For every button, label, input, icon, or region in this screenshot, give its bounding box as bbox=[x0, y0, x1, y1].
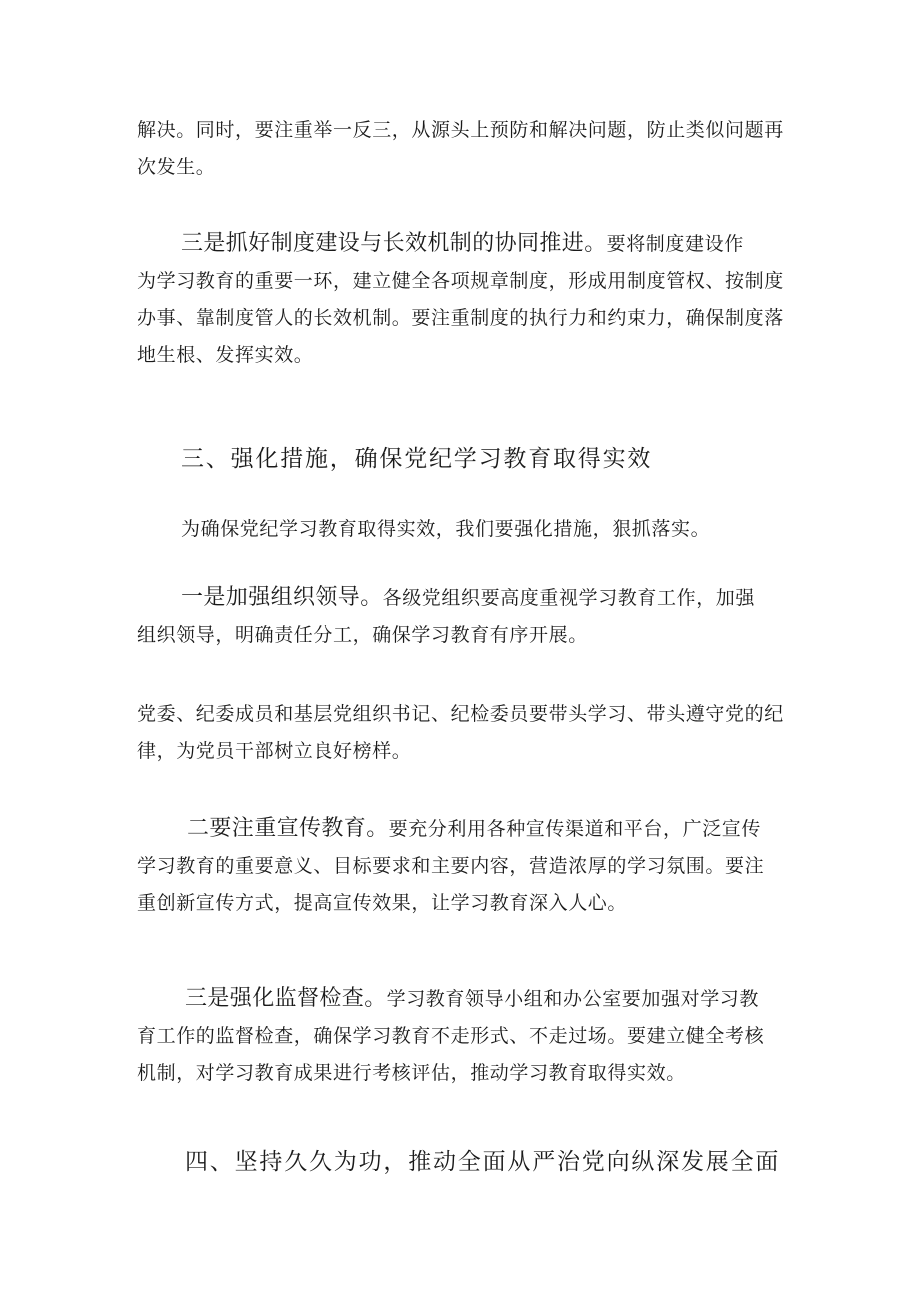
text-line: 重创新宣传方式，提高宣传效果，让学习教育深入人心。 bbox=[137, 892, 628, 914]
text-span: 各级党组织要高度重视学习教育工作，加强 bbox=[382, 587, 756, 609]
section-heading-3: 三、强化措施，确保党纪学习教育取得实效 bbox=[181, 446, 653, 472]
paragraph-lead: 一是加强组织领导。 bbox=[181, 585, 383, 610]
text-line bbox=[137, 579, 797, 617]
text-span: 学习教育领导小组和办公室要加强对学习教 bbox=[386, 988, 760, 1010]
text-line: 地生根、发挥实效。 bbox=[137, 344, 314, 366]
text-line: 解决。同时，要注重举一反三，从源头上预防和解决问题，防止类似问题再 bbox=[137, 119, 784, 141]
paragraph-continuation bbox=[137, 112, 797, 186]
text-span: 要将制度建设作 bbox=[606, 233, 744, 255]
text-line: 办事、靠制度管人的长效机制。要注重制度的执行力和约束力，确保制度落 bbox=[137, 307, 784, 329]
text-line bbox=[137, 810, 797, 848]
paragraph-intro: 为确保党纪学习教育取得实效，我们要强化措施，狠抓落实。 bbox=[181, 518, 711, 540]
paragraph-lead: 三是抓好制度建设与长效机制的协同推进。 bbox=[181, 231, 607, 256]
text-line bbox=[137, 225, 797, 263]
paragraph-institution-building bbox=[137, 225, 797, 374]
paragraph-publicity-education bbox=[137, 810, 797, 922]
section-heading-4: 四、坚持久久为功，推动全面从严治党向纵深发展全面 bbox=[185, 1149, 781, 1175]
paragraph-lead: 三是强化监督检查。 bbox=[185, 986, 387, 1011]
text-line: 为学习教育的重要一环，建立健全各项规章制度，形成用制度管权、按制度 bbox=[137, 270, 784, 292]
text-line: 律，为党员干部树立良好榜样。 bbox=[137, 740, 412, 762]
text-span: 要充分利用各种宣传渠道和平台，广泛宣传 bbox=[388, 818, 762, 840]
text-line: 党委、纪委成员和基层党组织书记、纪检委员要带头学习、带头遵守党的纪 bbox=[137, 703, 784, 725]
text-line: 学习教育的重要意义、目标要求和主要内容，营造浓厚的学习氛围。要注 bbox=[137, 855, 765, 877]
text-line: 育工作的监督检查，确保学习教育不走形式、不走过场。要建立健全考核 bbox=[137, 1025, 765, 1047]
paragraph-leading-example bbox=[137, 696, 797, 770]
paragraph-lead: 二要注重宣传教育。 bbox=[187, 816, 389, 841]
text-line: 组织领导，明确责任分工，确保学习教育有序开展。 bbox=[137, 624, 588, 646]
paragraph-supervision-inspection bbox=[137, 980, 797, 1092]
text-line: 次发生。 bbox=[137, 156, 216, 178]
paragraph-organization-leadership bbox=[137, 579, 797, 654]
text-line bbox=[137, 980, 797, 1018]
text-line: 机制，对学习教育成果进行考核评估，推动学习教育取得实效。 bbox=[137, 1062, 686, 1084]
